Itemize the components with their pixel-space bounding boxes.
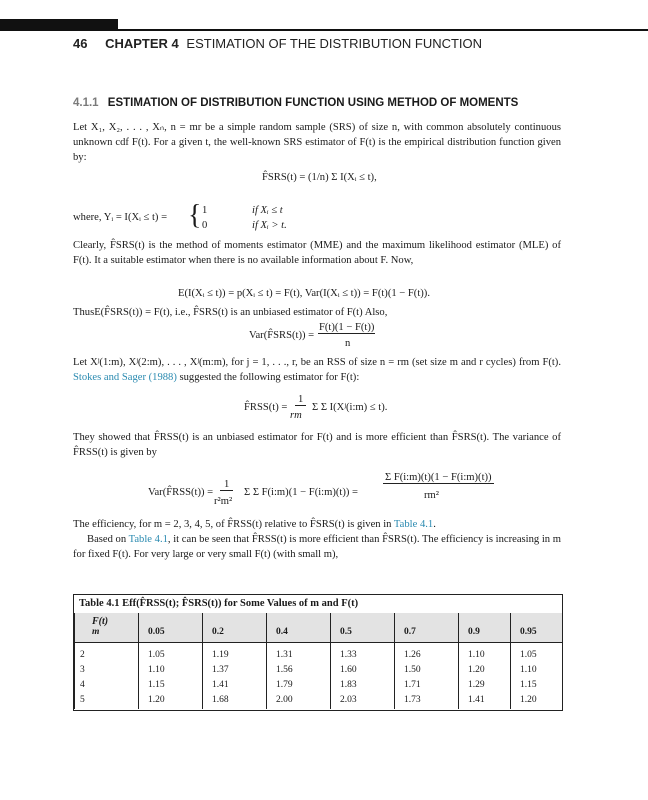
- table-col-header: 0.4: [276, 627, 288, 637]
- header-rule: [0, 29, 648, 31]
- table-cell: 1.41: [212, 680, 229, 690]
- equation-4-lhs: F̂RSS(t) =: [244, 402, 288, 413]
- paragraph-4-text: Let Xʲ(1:m), Xʲ(2:m), . . . , Xʲ(m:m), for j = 1, . . ., r, be an RSS of size n = rm (set size m and r cycles) from F(t).: [73, 357, 561, 368]
- equation-5-lhs: Var(F̂RSS(t)) =: [148, 487, 214, 498]
- table-cell: 1.10: [520, 665, 537, 675]
- table-col-header: 0.5: [340, 627, 352, 637]
- table-cell: 1.60: [340, 665, 357, 675]
- table-column-header-row: [74, 622, 562, 643]
- cases-brace: {: [188, 200, 202, 231]
- paragraph-4-tail: suggested the following estimator for F(t):: [176, 372, 360, 383]
- table-col-divider: [510, 613, 511, 709]
- table-col-divider: [202, 613, 203, 709]
- paragraph-7-text: Based on: [87, 534, 129, 545]
- table-caption: Table 4.1 Eff(F̂RSS(t); F̂SRS(t)) for Some Values of m and F(t): [79, 598, 359, 609]
- paragraph-6-text: The efficiency, for m = 2, 3, 4, 5, of F̂RSS(t) relative to F̂SRS(t) is given in: [73, 519, 394, 530]
- case-1-condition: if Xᵢ ≤ t: [252, 205, 283, 216]
- chapter-label: CHAPTER 4: [105, 36, 179, 51]
- table-col-divider: [458, 613, 459, 709]
- table-m-cell: 4: [80, 680, 85, 690]
- table-cell: 1.10: [468, 650, 485, 660]
- table-cell: 1.37: [212, 665, 229, 675]
- table-cell: 1.31: [276, 650, 293, 660]
- paragraph-4: [73, 355, 561, 385]
- section-heading: [73, 97, 518, 109]
- equation-1: F̂SRS(t) = (1/n) Σ I(Xᵢ ≤ t),: [262, 172, 377, 183]
- table-cell: 1.33: [340, 650, 357, 660]
- table-cell: 2.00: [276, 695, 293, 705]
- paragraph-6: [73, 517, 561, 532]
- table-cell: 1.05: [520, 650, 537, 660]
- equation-3-denominator: n: [345, 338, 351, 349]
- table-m-header: m: [92, 627, 100, 637]
- equation-2: E(I(Xᵢ ≤ t)) = p(Xᵢ ≤ t) = F(t), Var(I(Xᵢ ≤ t)) = F(t)(1 − F(t)).: [178, 288, 430, 299]
- paragraph-5: They showed that F̂RSS(t) is an unbiased estimator for F(t) and is more efficient than F̂SRS(t). The variance of F̂RSS(t) is given by: [73, 432, 561, 458]
- where-prefix: where, Yᵢ = I(Xᵢ ≤ t) =: [73, 212, 168, 223]
- equation-5-right-numerator: Σ F(i:m)(t)(1 − F(i:m)(t)): [385, 472, 492, 483]
- table-cell: 1.15: [148, 680, 165, 690]
- table-f-header: F(t): [92, 616, 109, 627]
- table-col-divider: [330, 613, 331, 709]
- equation-5-middle: Σ Σ F(i:m)(1 − F(i:m)(t)) =: [244, 487, 359, 498]
- equation-4-denominator: rm: [290, 410, 302, 421]
- equation-3-numerator: F(t)(1 − F(t)): [319, 322, 375, 333]
- ref-stokes-sager[interactable]: Stokes and Sager (1988): [73, 372, 177, 383]
- table-col-header: 0.7: [404, 627, 416, 637]
- case-1-value: 1: [202, 205, 208, 216]
- table-col-header: 0.2: [212, 627, 224, 637]
- page-number: 46: [73, 36, 88, 51]
- case-2-value: 0: [202, 220, 208, 231]
- paragraph-2-text: Clearly, F̂SRS(t) is the method of moments estimator (MME) and the maximum likelihood estimator (MLE) of F(t). It a suitable estimator when there is no available information about F. Now,: [73, 240, 561, 266]
- table-cell: 1.20: [468, 665, 485, 675]
- table-cell: 1.56: [276, 665, 293, 675]
- table-col-header: 0.95: [520, 627, 537, 637]
- table-col-divider: [138, 613, 139, 709]
- table-cell: 1.29: [468, 680, 485, 690]
- section-number: 4.1.1: [73, 97, 99, 109]
- table-cell: 2.03: [340, 695, 357, 705]
- table-col-divider: [394, 613, 395, 709]
- equation-4-rhs: Σ Σ I(Xʲ(i:m) ≤ t).: [312, 402, 388, 413]
- table-m-cell: 5: [80, 695, 85, 705]
- equation-4-numerator: 1: [295, 394, 306, 406]
- table-col-header: 0.9: [468, 627, 480, 637]
- table-col-divider: [266, 613, 267, 709]
- table-cell: 1.20: [520, 695, 537, 705]
- table-cell: 1.83: [340, 680, 357, 690]
- paragraph-3: ThusE(F̂SRS(t)) = F(t), i.e., F̂SRS(t) is an unbiased estimator of F(t) Also,: [73, 307, 388, 318]
- paragraph-7: [73, 532, 561, 562]
- running-header: [73, 36, 482, 51]
- table-cell: 1.10: [148, 665, 165, 675]
- table-col-header: 0.05: [148, 627, 165, 637]
- section-title: ESTIMATION OF DISTRIBUTION FUNCTION USING METHOD OF MOMENTS: [107, 97, 519, 109]
- paragraph-1: Let X₁, X₂, . . . , Xₙ, n = mr be a simple random sample (SRS) of size n, with common absolutely continuous unknown cdf F(t). For a given t, the well-known SRS estimator of F(t) is the empirical distribution function given by:: [73, 122, 561, 163]
- table-m-cell: 2: [80, 650, 85, 660]
- paragraph-2: [73, 238, 561, 268]
- table-cell: 1.73: [404, 695, 421, 705]
- table-cell: 1.41: [468, 695, 485, 705]
- equation-3-lhs: Var(F̂SRS(t)) =: [249, 330, 315, 341]
- table-cell: 1.79: [276, 680, 293, 690]
- table-cell: 1.15: [520, 680, 537, 690]
- table-cell: 1.05: [148, 650, 165, 660]
- equation-5-numerator: 1: [220, 479, 233, 491]
- paragraph-6-tail: .: [433, 519, 436, 530]
- ref-table-4-1[interactable]: Table 4.1: [393, 519, 434, 530]
- table-cell: 1.26: [404, 650, 421, 660]
- case-2-condition: if Xᵢ > t.: [252, 220, 287, 231]
- table-cell: 1.19: [212, 650, 229, 660]
- table-m-cell: 3: [80, 665, 85, 675]
- table-cell: 1.50: [404, 665, 421, 675]
- efficiency-table: [73, 594, 563, 711]
- table-cell: 1.20: [148, 695, 165, 705]
- equation-5-right-denominator: rm²: [424, 490, 439, 501]
- chapter-title: ESTIMATION OF THE DISTRIBUTION FUNCTION: [186, 36, 483, 51]
- ref-table-4-1-second[interactable]: Table 4.1: [128, 534, 168, 545]
- table-cell: 1.68: [212, 695, 229, 705]
- table-col-divider: [74, 613, 75, 709]
- equation-5-denominator: r²m²: [214, 496, 233, 507]
- paragraph-7-tail: , it can be seen that F̂RSS(t) is more efficient than F̂SRS(t). The efficiency is increasing in m for fixed F(t). For very large or very small F(t) (with small m),: [73, 534, 561, 560]
- table-cell: 1.71: [404, 680, 421, 690]
